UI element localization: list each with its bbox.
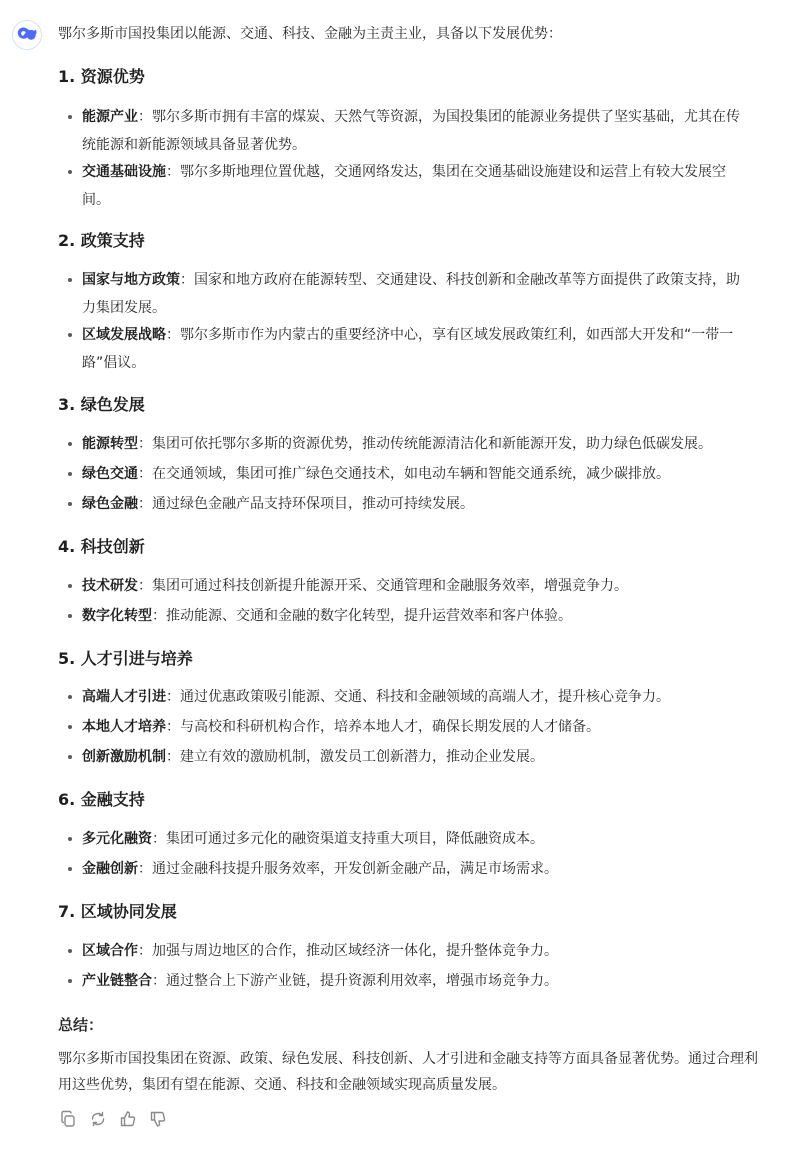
bullet-dot [68,278,72,282]
list-item [58,103,750,159]
regenerate-icon [89,1110,107,1128]
list-item [58,855,750,883]
item-text: ：推动能源、交通和金融的数字化转型，提升运营效率和客户体验。 [152,608,572,624]
bullet-dot [68,979,72,983]
list-item [58,683,750,711]
item-text: ：加强与周边地区的合作，推动区域经济一体化，提升整体竞争力。 [138,943,558,959]
thumbs-up-icon [119,1110,137,1128]
summary-text: 鄂尔多斯市国投集团在资源、政策、绿色发展、科技创新、人才引进和金融支持等方面具备显著优势。通过合理利用这些优势，集团有望在能源、交通、科技和金融领域实现高质量发展。 [58,1051,758,1093]
list-item [58,825,750,853]
item-label: 金融创新 [82,861,138,877]
section-title: 1. 资源优势 [58,67,145,86]
item-label: 能源产业 [82,109,138,125]
item-label: 能源转型 [82,436,138,452]
list-item [58,743,750,771]
bullet-dot [68,584,72,588]
item-text: ：鄂尔多斯市拥有丰富的煤炭、天然气等资源，为国投集团的能源业务提供了坚实基础，尤其在传统能源和新能源领域具备显著优势。 [82,109,740,153]
item-text: ：集团可通过多元化的融资渠道支持重大项目，降低融资成本。 [152,831,544,847]
item-text: ：通过金融科技提升服务效率，开发创新金融产品，满足市场需求。 [138,861,558,877]
bullet-dot [68,442,72,446]
item-label: 数字化转型 [82,608,152,624]
item-text: ：集团可依托鄂尔多斯的资源优势，推动传统能源清洁化和新能源开发，助力绿色低碳发展。 [138,436,712,452]
regenerate-button[interactable] [88,1109,108,1129]
list-item [58,967,750,995]
item-label: 创新激励机制 [82,749,166,765]
item-label: 绿色交通 [82,466,138,482]
list-item [58,572,750,600]
item-text: ：鄂尔多斯地理位置优越，交通网络发达，集团在交通基础设施建设和运营上有较大发展空间。 [82,164,726,208]
item-label: 本地人才培养 [82,719,166,735]
bullet-dot [68,472,72,476]
bullet-dot [68,614,72,618]
bullet-dot [68,867,72,871]
assistant-avatar [12,20,42,50]
list-item [58,713,750,741]
list-item [58,321,750,377]
list-item [58,602,750,630]
section-title: 3. 绿色发展 [58,395,145,414]
item-text: ：建立有效的激励机制，激发员工创新潜力，推动企业发展。 [166,749,544,765]
item-label: 高端人才引进 [82,689,166,705]
bullet-dot [68,502,72,506]
item-text: ：国家和地方政府在能源转型、交通建设、科技创新和金融改革等方面提供了政策支持，助力集团发展。 [82,272,740,316]
bullet-dot [68,755,72,759]
thumbs-down-button[interactable] [148,1109,168,1129]
deepseek-whale-icon [17,27,37,43]
copy-icon [59,1110,77,1128]
section-title: 4. 科技创新 [58,537,145,556]
bullet-dot [68,695,72,699]
thumbs-down-icon [149,1110,167,1128]
section-title: 2. 政策支持 [58,231,145,250]
list-item [58,490,750,518]
section-title: 7. 区域协同发展 [58,902,177,921]
item-label: 国家与地方政策 [82,272,180,288]
item-label: 多元化融资 [82,831,152,847]
list-item [58,158,750,214]
list-item [58,430,750,458]
summary-title: 总结： [58,1016,104,1034]
item-label: 产业链整合 [82,973,152,989]
item-label: 交通基础设施 [82,164,166,180]
message-actions [58,1109,168,1129]
item-text: ：通过优惠政策吸引能源、交通、科技和金融领域的高端人才，提升核心竞争力。 [166,689,670,705]
item-text: ：通过绿色金融产品支持环保项目，推动可持续发展。 [138,496,474,512]
list-item [58,937,750,965]
item-label: 技术研发 [82,578,138,594]
bullet-dot [68,170,72,174]
bullet-dot [68,837,72,841]
bullet-dot [68,725,72,729]
intro-text: 鄂尔多斯市国投集团以能源、交通、科技、金融为主责主业，具备以下发展优势： [58,26,562,42]
item-text: ：在交通领域，集团可推广绿色交通技术，如电动车辆和智能交通系统，减少碳排放。 [138,466,670,482]
list-item [58,460,750,488]
item-label: 绿色金融 [82,496,138,512]
section-title: 6. 金融支持 [58,790,145,809]
thumbs-up-button[interactable] [118,1109,138,1129]
section-title: 5. 人才引进与培养 [58,649,193,668]
copy-button[interactable] [58,1109,78,1129]
bullet-dot [68,333,72,337]
item-text: ：通过整合上下游产业链，提升资源利用效率，增强市场竞争力。 [152,973,558,989]
bullet-dot [68,115,72,119]
item-text: ：鄂尔多斯市作为内蒙古的重要经济中心，享有区域发展政策红利，如西部大开发和“一带一路”倡议。 [82,327,734,371]
item-label: 区域合作 [82,943,138,959]
bullet-dot [68,949,72,953]
item-text: ：集团可通过科技创新提升能源开采、交通管理和金融服务效率，增强竞争力。 [138,578,628,594]
list-item [58,266,750,322]
item-label: 区域发展战略 [82,327,166,343]
item-text: ：与高校和科研机构合作，培养本地人才，确保长期发展的人才储备。 [166,719,600,735]
